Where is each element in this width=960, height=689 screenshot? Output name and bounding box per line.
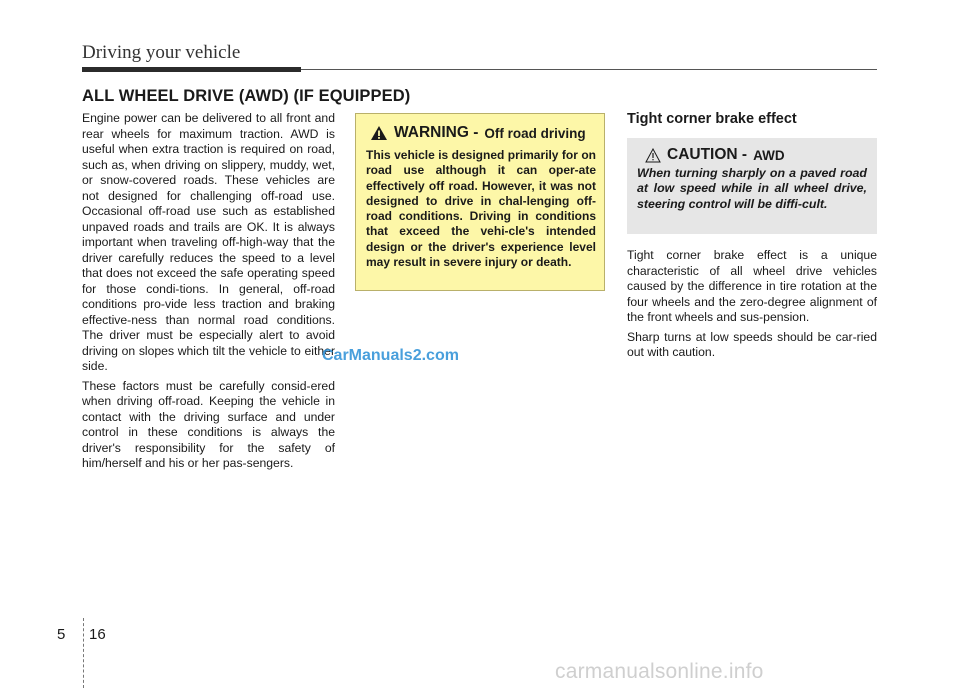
- caution-header: [645, 146, 867, 164]
- watermark-carmanuals2: CarManuals2.com: [322, 347, 459, 364]
- body-paragraph: Tight corner brake effect is a unique characteristic of all wheel drive vehicles caused by the difference in tire rotation at the four wheels and the zero-degree alignment of the front wheels and sus-pension.: [627, 248, 877, 324]
- body-paragraph: These factors must be carefully consid-ered when driving off-road. Keeping the vehicle in contact with the driving surface and under control in these conditions is always the driver's responsibility for the safety of him/herself and his or her pas-sengers.: [82, 378, 335, 470]
- caution-label: CAUTION -: [667, 146, 748, 163]
- header-rule-thick: [82, 67, 301, 72]
- chapter-number: 5: [57, 626, 66, 643]
- caution-triangle-icon: [645, 148, 661, 163]
- subsection-title: Tight corner brake effect: [627, 111, 797, 127]
- warning-text: This vehicle is designed primarily for on road use although it can oper-ate effectively off road. However, it was not designed to drive in chal-lenging off-road conditions. Driving in conditions that exceed the vehi-cle's intended design or the driver's experience level may result in severe injury or death.: [366, 148, 596, 270]
- warning-box: [355, 113, 605, 291]
- caution-box: [627, 138, 877, 234]
- body-paragraph: Sharp turns at low speeds should be car-ried out with caution.: [627, 329, 877, 359]
- warning-header: [370, 124, 596, 142]
- page-number: 16: [89, 626, 106, 643]
- warning-subject: Off road driving: [484, 125, 586, 141]
- warning-triangle-icon: [370, 125, 388, 141]
- caution-text: When turning sharply on a paved road at low speed while in all wheel drive, steering control will be diffi-cult.: [637, 166, 867, 211]
- header-rule-thin: [301, 69, 877, 70]
- body-paragraph: Engine power can be delivered to all front and rear wheels for maximum traction. AWD is useful when extra traction is required on road, such as, when driving on slippery, muddy, wet, or snow-covered roads. These vehicles are not designed for challenging off-road use. Occasional off-road use such as established unpaved roads and trails are OK. It is always important when traveling off-high-way that the driver carefully reduces the speed to a level that does not exceed the safe operating speed for those condi-tions. In general, off-road conditions pro-vide less traction and braking effective-ness than normal road conditions. The driver must be especially alert to avoid driving on slopes which tilt the vehicle to either side.: [82, 111, 335, 373]
- watermark-carmanualsonline: carmanualsonline.info: [555, 660, 764, 683]
- right-column: [627, 248, 877, 365]
- page-number-divider: [83, 618, 84, 688]
- warning-label: WARNING -: [394, 124, 479, 141]
- section-title: ALL WHEEL DRIVE (AWD) (IF EQUIPPED): [82, 87, 411, 105]
- left-column: [82, 111, 335, 476]
- caution-subject: AWD: [753, 147, 785, 163]
- chapter-title: Driving your vehicle: [82, 42, 241, 63]
